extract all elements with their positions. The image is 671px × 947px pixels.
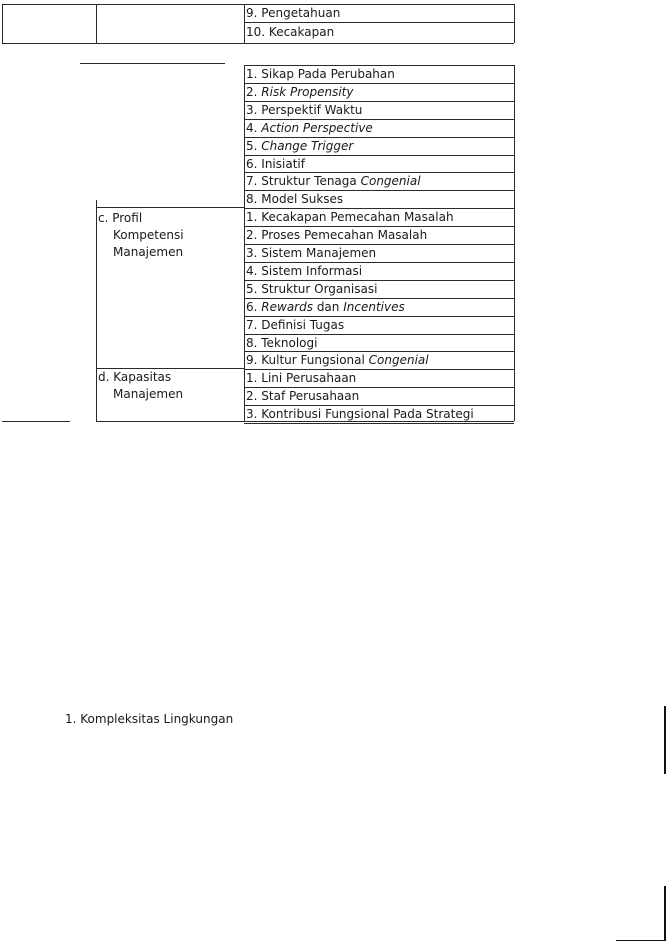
- table-row: [244, 406, 514, 423]
- table-border: [2, 43, 514, 44]
- item-text: 8. Teknologi: [246, 335, 318, 350]
- item-text: 3. Kontribusi Fungsional Pada Strategi: [246, 407, 474, 422]
- table-row: [244, 84, 514, 101]
- item-italic-text: Congenial: [360, 174, 421, 189]
- item-number: 5.: [246, 138, 258, 153]
- item-number: 9.: [246, 6, 258, 20]
- category-line: Kompetensi: [113, 228, 184, 242]
- table-row: [244, 173, 514, 190]
- item-number: 6.: [246, 156, 258, 171]
- table-border: [514, 4, 515, 43]
- item-text: 9. Kultur Fungsional: [246, 353, 365, 368]
- item-text: Inisiatif: [261, 156, 305, 171]
- table-row: [244, 335, 514, 352]
- item-italic-text: Incentives: [343, 299, 405, 314]
- scan-mark: [664, 886, 666, 941]
- item-italic-text: Action Perspective: [261, 120, 373, 135]
- table-border: [514, 65, 515, 421]
- scan-mark: [664, 706, 666, 774]
- item-number: 7.: [246, 174, 258, 189]
- item-text: 2. Proses Pemecahan Masalah: [246, 228, 428, 243]
- table-row: [244, 281, 514, 298]
- table-border: [80, 63, 225, 64]
- table-row: [244, 138, 514, 155]
- table-border: [96, 4, 97, 43]
- item-number: 8.: [246, 192, 258, 207]
- table-row: [244, 156, 514, 173]
- item-text: 2. Staf Perusahaan: [246, 389, 360, 404]
- category-line: c. Profil: [98, 211, 143, 225]
- item-text: Model Sukses: [261, 192, 344, 207]
- table-border: [96, 207, 244, 208]
- item-number: 4.: [246, 120, 258, 135]
- item-number: 10.: [246, 25, 266, 39]
- table-row: [244, 66, 514, 83]
- item-text: dan: [316, 299, 340, 314]
- item-text: 5. Struktur Organisasi: [246, 281, 378, 296]
- category-line: Manajemen: [113, 387, 184, 401]
- table-row: [244, 263, 514, 280]
- item-text: 7. Definisi Tugas: [246, 317, 345, 332]
- section-heading: 1. Kompleksitas Lingkungan: [65, 712, 234, 726]
- item-italic-text: Congenial: [368, 353, 429, 368]
- table-row: [244, 102, 514, 119]
- table-border: [2, 4, 3, 43]
- item-italic-text: Risk Propensity: [261, 84, 354, 99]
- table-border: [96, 200, 97, 421]
- table-border: [2, 421, 70, 422]
- category-line: Manajemen: [113, 245, 184, 259]
- table-row: [244, 299, 514, 316]
- table-row: [244, 209, 514, 226]
- table-border: [244, 22, 514, 23]
- item-text: Sikap Pada Perubahan: [261, 67, 395, 81]
- table-row: [244, 370, 514, 387]
- table-row: [244, 120, 514, 137]
- item-text: Pengetahuan: [261, 6, 341, 20]
- table-row: [244, 317, 514, 334]
- item-number: 1.: [246, 67, 258, 81]
- item-number: 2.: [246, 84, 258, 99]
- table-row: [244, 24, 514, 41]
- table-row: [244, 227, 514, 244]
- scan-mark: [616, 940, 666, 941]
- item-text: Struktur Tenaga: [261, 174, 357, 189]
- table-row: [244, 352, 514, 369]
- row-divider: [244, 423, 514, 424]
- category-label-d: [98, 369, 183, 403]
- category-label-c: [98, 210, 184, 261]
- item-text: 3. Sistem Manajemen: [246, 246, 377, 260]
- category-line: d. Kapasitas: [98, 370, 172, 384]
- table-row: [244, 245, 514, 262]
- table-row: [244, 5, 514, 22]
- item-number: 3.: [246, 102, 258, 117]
- item-text: Perspektif Waktu: [261, 102, 363, 117]
- item-text: 1. Lini Perusahaan: [246, 371, 357, 386]
- item-text: 1. Kecakapan Pemecahan Masalah: [246, 210, 454, 225]
- item-text: 4. Sistem Informasi: [246, 263, 363, 278]
- item-text: Kecakapan: [268, 25, 335, 39]
- item-italic-text: Change Trigger: [261, 138, 354, 153]
- item-text: 6.: [246, 299, 258, 314]
- table-row: [244, 388, 514, 405]
- table-row: [244, 191, 514, 208]
- item-italic-text: Rewards: [261, 299, 313, 314]
